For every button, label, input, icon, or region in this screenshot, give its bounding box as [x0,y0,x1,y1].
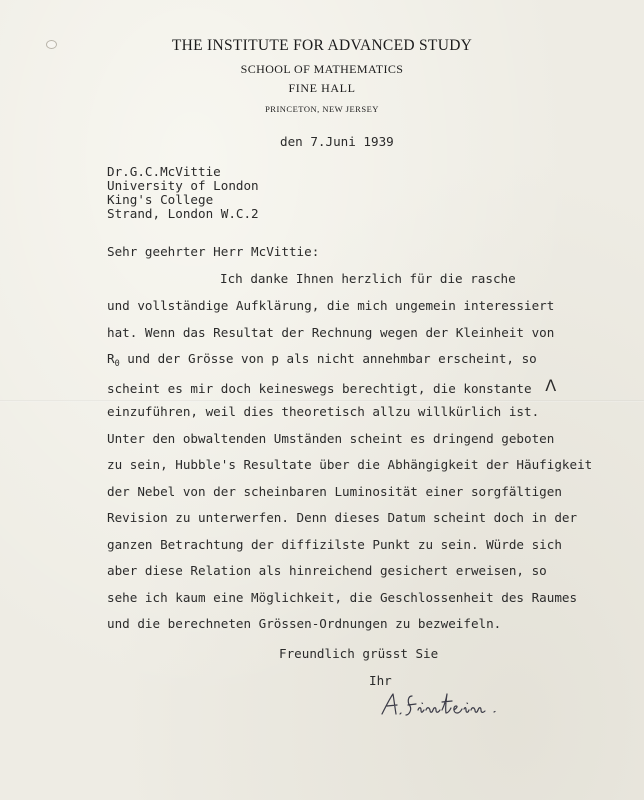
body-line [107,351,537,369]
recipient-address-line: Strand, London W.C.2 [107,206,259,221]
body-line: ganzen Betrachtung der diffizilste Punkt zu sein. Würde sich [107,537,562,552]
recipient-name: Dr.G.C.McVittie [107,164,221,179]
letterhead-school: SCHOOL OF MATHEMATICS [240,62,404,76]
closing-greeting: Freundlich grüsst Sie [279,646,439,661]
body-line: Revision zu unterwerfen. Denn dieses Datum scheint doch in der [107,510,578,525]
recipient-address-line: King's College [107,192,214,207]
letterhead-hall: FINE HALL [288,81,356,95]
body-line: zu sein, Hubble's Resultate über die Abhängigkeit der Häufigkeit [107,457,593,472]
body-line [107,376,557,396]
symbol-r: R [107,351,115,366]
body-line: einzuführen, weil dies theoretisch allzu willkürlich ist. [107,404,540,419]
lambda-symbol: Λ [545,376,557,395]
handwritten-signature [378,688,508,722]
body-line: der Nebel von der scheinbaren Luminosität einer sorgfältigen [107,484,562,499]
subscript-zero: 0 [114,359,120,369]
recipient-address-line: University of London [107,178,259,193]
letterhead-institute: THE INSTITUTE FOR ADVANCED STUDY [171,37,473,54]
body-line: Unter den obwaltenden Umständen scheint es dringend geboten [107,431,555,446]
letterhead-place: PRINCETON, NEW JERSEY [265,104,379,114]
body-line-text: scheint es mir doch keineswegs berechtigt, die konstante [107,381,540,396]
body-line: Ich danke Ihnen herzlich für die rasche [220,271,516,286]
body-line: sehe ich kaum eine Möglichkeit, die Geschlossenheit des Raumes [107,590,578,605]
body-line: aber diese Relation als hinreichend gesichert erweisen, so [107,563,547,578]
closing-ihr: Ihr [369,673,392,688]
body-line: und vollständige Aufklärung, die mich ungemein interessiert [107,298,555,313]
paper-fold [0,400,644,402]
body-line: hat. Wenn das Resultat der Rechnung wegen der Kleinheit von [107,325,555,340]
body-line-text: und der Grösse von p als nicht annehmbar erscheint, so [119,351,537,366]
letter-date: den 7.Juni 1939 [280,134,394,149]
body-line: und die berechneten Grössen-Ordnungen zu bezweifeln. [107,616,502,631]
salutation: Sehr geehrter Herr McVittie: [107,244,320,259]
